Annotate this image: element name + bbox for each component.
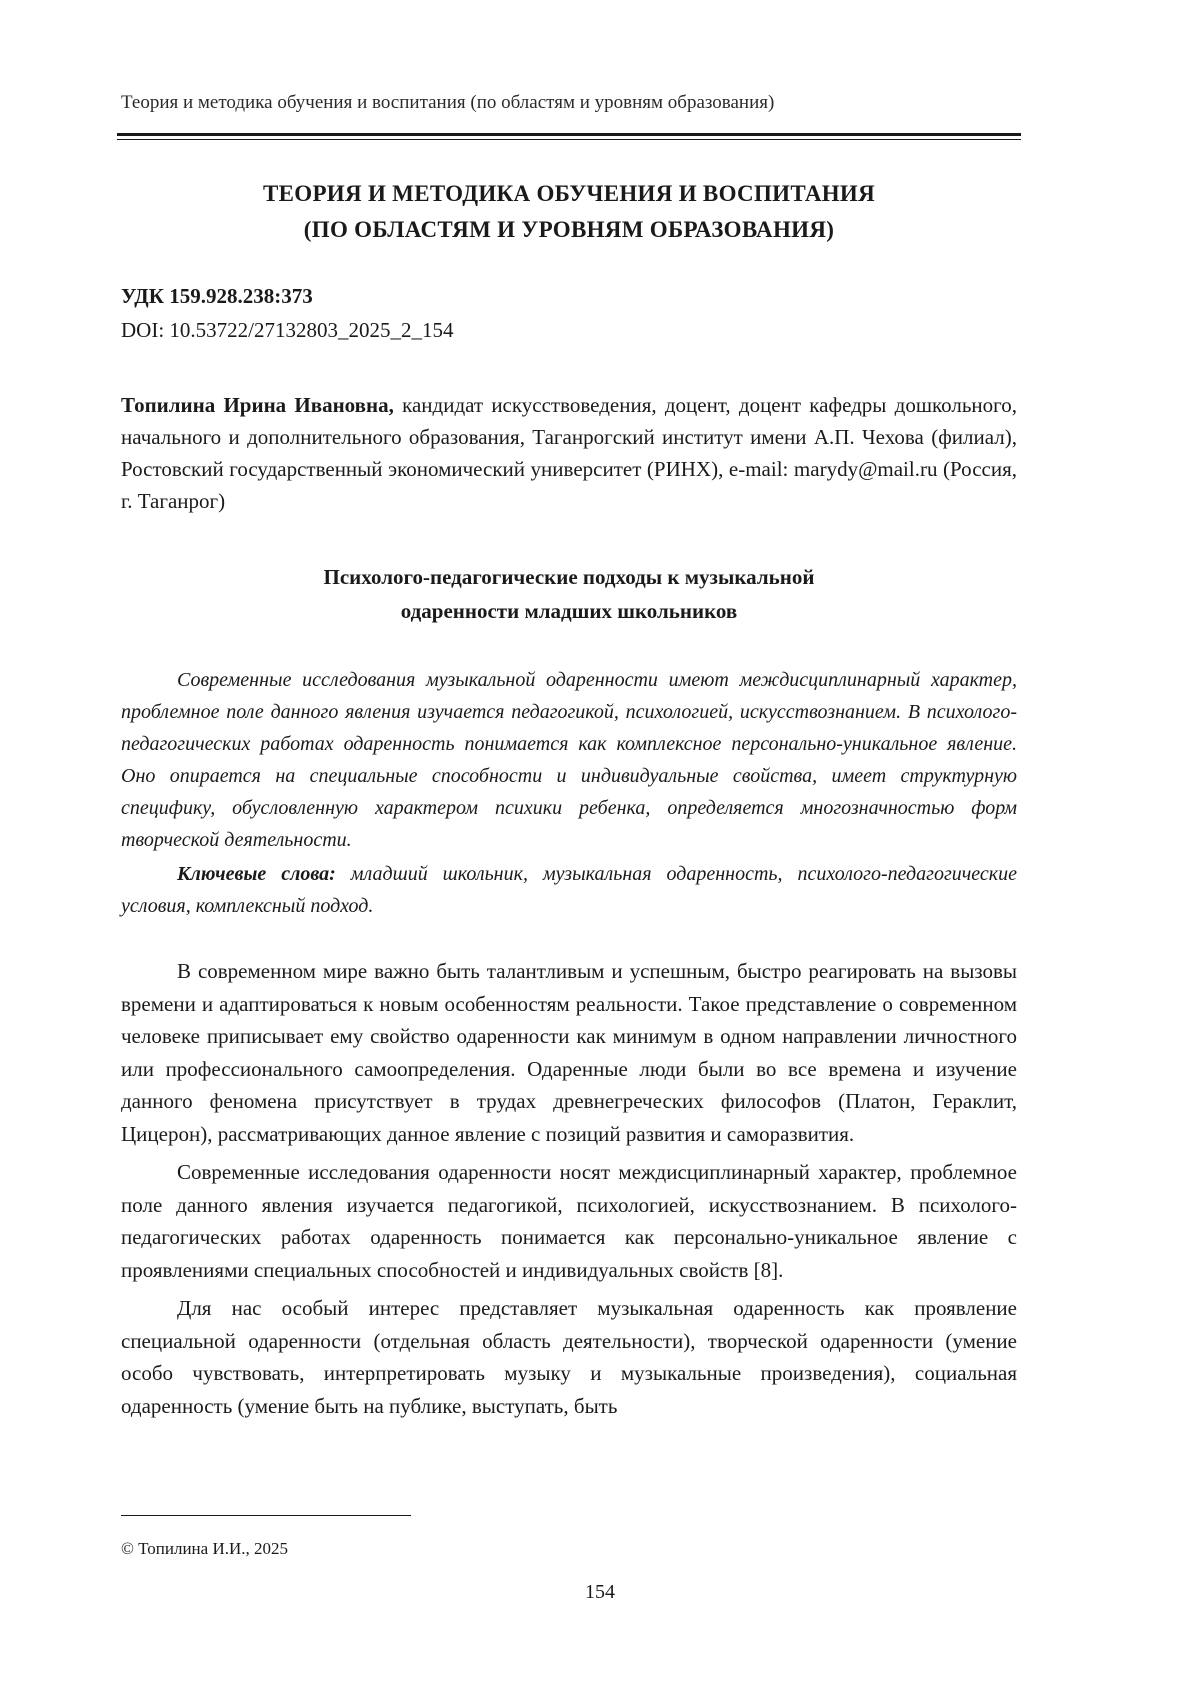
- page-number: 154: [585, 1581, 615, 1603]
- abstract-text: Современные исследования музыкальной одаренности имеют междисциплинарный характер, проблемное поле данного явления изучается педагогикой, психологией, искусствознанием. В психолого-педагогических работах одаренность понимается как комплексное персонально-уникальное явление. Оно опирается на специальные способности и индивидуальные свойства, имеет структурную специфику, обусловленную характером психики ребенка, определяется многозначностью форм творческой деятельности.: [121, 669, 1017, 851]
- keywords-text: младший школьник, музыкальная одаренность, психолого-педагогические условия, комплексный подход.: [121, 863, 1018, 917]
- footnote-rule: [121, 1515, 411, 1516]
- body-text: [121, 955, 1017, 1428]
- keywords: [121, 858, 1017, 922]
- keywords-label: Ключевые слова:: [177, 863, 336, 885]
- author-details: кандидат искусствоведения, доцент, доцент кафедры дошкольного, начального и дополнительного образования, Таганрогский институт имени А.П. Чехова (филиал), Ростовский государственный экономический университет (РИНХ), e-mail: marydy@mail.ru (Россия, г. Таганрог): [121, 393, 1017, 513]
- copyright-footnote: © Топилина И.И., 2025: [121, 1539, 288, 1558]
- author-info: [121, 389, 1017, 517]
- udk-code: УДК 159.928.238:373: [121, 284, 313, 308]
- article-title-line-1: Психолого-педагогические подходы к музыкальной: [323, 565, 815, 589]
- header-rule-thin: [117, 139, 1021, 140]
- header-rule-thick: [117, 133, 1021, 136]
- abstract: [121, 664, 1017, 856]
- running-header: Теория и методика обучения и воспитания (по областям и уровням образования): [121, 92, 775, 113]
- doi: DOI: 10.53722/27132803_2025_2_154: [121, 318, 454, 342]
- section-title-line-1: ТЕОРИЯ И МЕТОДИКА ОБУЧЕНИЯ И ВОСПИТАНИЯ: [262, 181, 876, 206]
- article-title: [121, 560, 1017, 628]
- article-title-line-2: одаренности младших школьников: [400, 599, 738, 623]
- body-paragraph: Для нас особый интерес представляет музыкальная одаренность как проявление специальной одаренности (отдельная область деятельности), творческой одаренности (умение особо чувствовать, интерпретировать музыку и музыкальные произведения), социальная одаренность (умение быть на публике, выступать, быть: [121, 1296, 1017, 1418]
- section-title-line-2: (ПО ОБЛАСТЯМ И УРОВНЯМ ОБРАЗОВАНИЯ): [303, 217, 835, 242]
- section-title: [117, 176, 1021, 248]
- author-name: Топилина Ирина Ивановна,: [121, 393, 394, 417]
- body-paragraph: В современном мире важно быть талантливым и успешным, быстро реагировать на вызовы времени и адаптироваться к новым особенностям реальности. Такое представление о современном человеке приписывает ему свойство одаренности как минимум в одном направлении личностного или профессионального самоопределения. Одаренные люди были во все времена и изучение данного феномена присутствует в трудах древнегреческих философов (Платон, Гераклит, Цицерон), рассматривающих данное явление с позиций развития и саморазвития.: [121, 959, 1017, 1146]
- body-paragraph: Современные исследования одаренности носят междисциплинарный характер, проблемное поле данного явления изучается педагогикой, психологией, искусствознанием. В психолого-педагогических работах одаренность понимается как персонально-уникальное явление с проявлениями специальных способностей и индивидуальных свойств [8].: [121, 1160, 1017, 1282]
